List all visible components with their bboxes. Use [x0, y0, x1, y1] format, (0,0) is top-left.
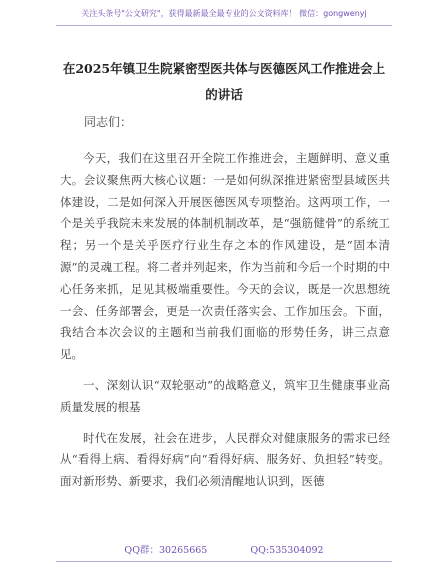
- footer-divider: [56, 561, 392, 562]
- footer: [0, 545, 448, 557]
- salutation: 同志们：: [84, 115, 133, 129]
- header-banner: 关注头条号"公文研究"，获得最新最全最专业的公文资料库！ 微信：gongwenyj: [81, 9, 367, 18]
- section-heading: 一、深刻认识“双轮驱动”的战略意义，筑牢卫生健康事业高质量发展的根基: [60, 377, 390, 414]
- intro-paragraph: 今天，我们在这里召开全院工作推进会，主题鲜明、意义重大。会议聚焦两大核心议题：一是如何纵深推进紧密型县域医共体建设，二是如何深入开展医德医风专项整治。这两项工作，一个是关乎我院未来发展的体制机制改革，是“强筋健骨”的系统工程；另一个是关乎医疗行业生存之本的作风建设，是“固本清源”的灵魂工程。将二者并列起来，作为当前和今后一个时期的中心任务来抓，足见其极端重要性。今天的会议，既是一次思想统一会、任务部署会，更是一次责任落实会、工作加压会。下面，我结合本次会议的主题和当前我们面临的形势任务，讲三点意见。: [60, 151, 390, 362]
- document-body: [60, 148, 390, 502]
- footer-qq-group: QQ群：30265665: [124, 545, 208, 556]
- document-title: 在2025年镇卫生院紧密型医共体与医德医风工作推进会上的讲话: [62, 61, 386, 102]
- section-paragraph: 时代在发展，社会在进步，人民群众对健康服务的需求已经从“看得上病、看得好病”向“看得好病、服务好、负担轻”转变。面对新形势、新要求，我们必须清醒地认识到，医德: [60, 430, 390, 489]
- footer-qq-contact: QQ:535304092: [250, 545, 324, 556]
- header-divider: [56, 25, 392, 26]
